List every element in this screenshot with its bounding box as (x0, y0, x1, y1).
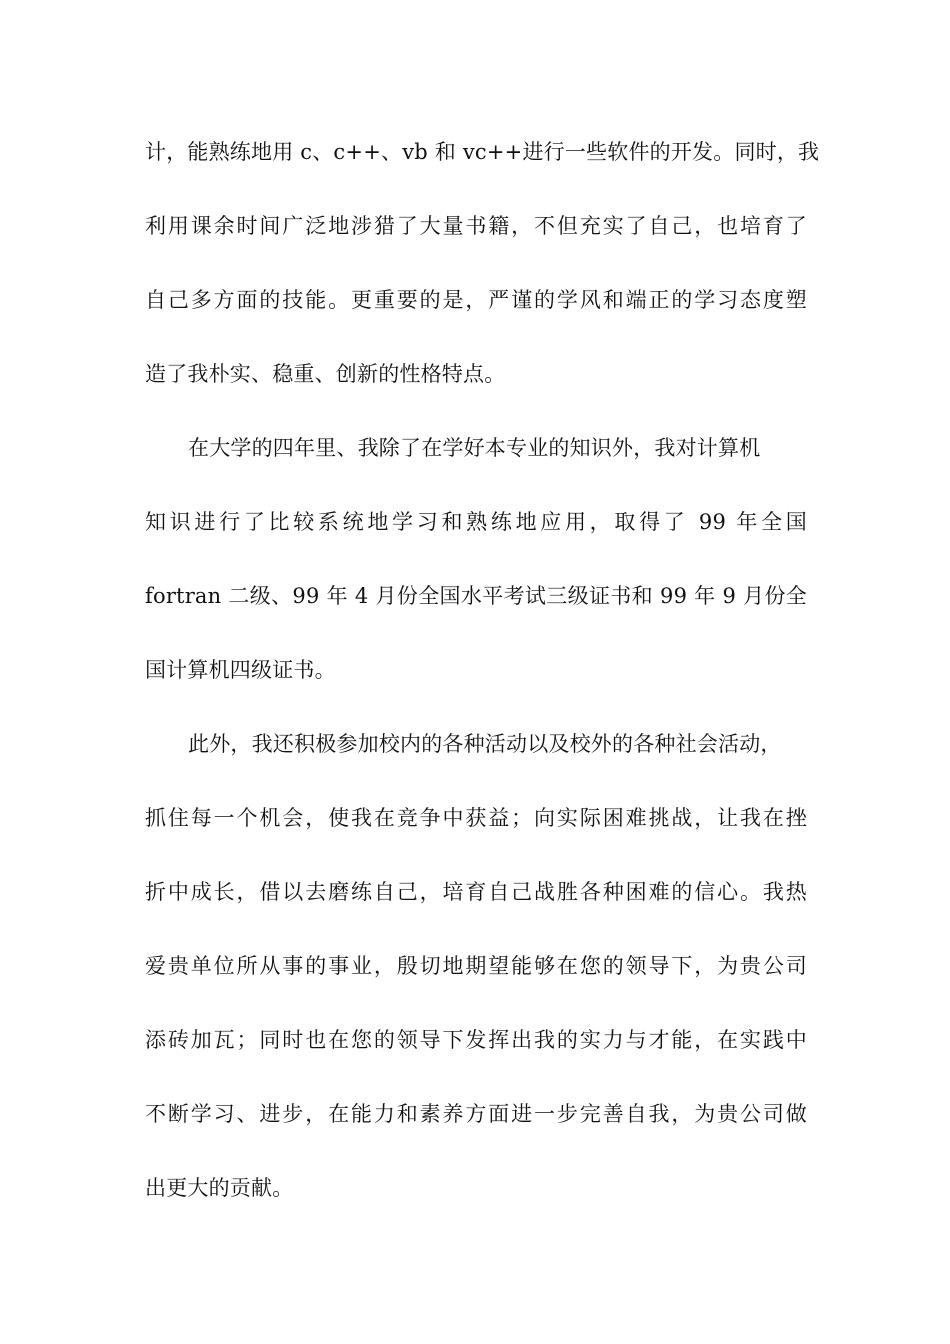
paragraph-first-line: 此外，我还积极参加校内的各种活动以及校外的各种社会活动， (188, 732, 782, 756)
text-line: 自己多方面的技能。更重要的是，严谨的学风和端正的学习态度塑 (145, 288, 807, 312)
text-line: 国计算机四级证书。 (145, 658, 336, 682)
document-body (145, 133, 820, 1243)
text-line: 知识进行了比较系统地学习和熟练地应用，取得了 99 年全国 (145, 510, 807, 534)
text-line: 计，能熟练地用 c、c++、vb 和 vc++进行一些软件的开发。同时，我 (145, 140, 820, 164)
text-line: 爱贵单位所从事的事业，殷切地期望能够在您的领导下，为贵公司 (145, 954, 807, 978)
text-line: 出更大的贡献。 (145, 1176, 294, 1200)
text-line: 添砖加瓦；同时也在您的领导下发挥出我的实力与才能，在实践中 (145, 1028, 807, 1052)
text-line: 造了我朴实、稳重、创新的性格特点。 (145, 362, 506, 386)
text-line: 抓住每一个机会，使我在竞争中获益；向实际困难挑战，让我在挫 (145, 806, 807, 830)
text-line: 利用课余时间广泛地涉猎了大量书籍，不但充实了自己，也培育了 (145, 214, 807, 238)
paragraph-first-line: 在大学的四年里、我除了在学好本专业的知识外，我对计算机 (188, 436, 761, 460)
text-line: 折中成长，借以去磨练自己，培育自己战胜各种困难的信心。我热 (145, 880, 807, 904)
text-line: 不断学习、进步，在能力和素养方面进一步完善自我，为贵公司做 (145, 1102, 807, 1126)
text-line: fortran 二级、99 年 4 月份全国水平考试三级证书和 99 年 9 月份全 (145, 584, 807, 608)
